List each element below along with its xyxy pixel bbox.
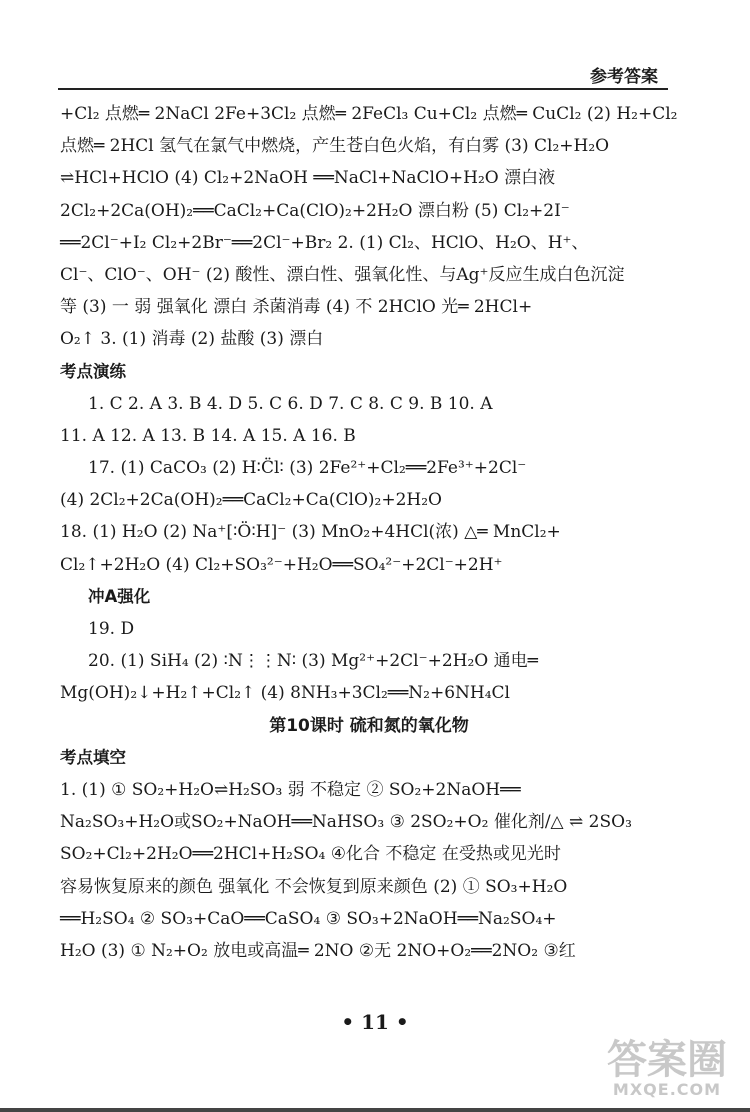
watermark-logo-icon: 答案圈 bbox=[607, 1037, 727, 1083]
lesson-title: 第10课时 硫和氮的氧化物 bbox=[269, 715, 469, 736]
header-rule bbox=[58, 88, 668, 90]
watermark bbox=[592, 1037, 742, 1104]
text-line: 1. C 2. A 3. B 4. D 5. C 6. D 7. C 8. C 9. B 10. A bbox=[88, 393, 493, 414]
text-line: (4) 2Cl₂+2Ca(OH)₂══CaCl₂+Ca(ClO)₂+2H₂O bbox=[60, 490, 442, 511]
text-line: Mg(OH)₂↓+H₂↑+Cl₂↑ (4) 8NH₃+3Cl₂══N₂+6NH₄Cl bbox=[60, 683, 510, 704]
page-number: • 11 • bbox=[341, 1010, 409, 1034]
text-line: 2Cl₂+2Ca(OH)₂══CaCl₂+Ca(ClO)₂+2H₂O 漂白粉 (5) Cl₂+2I⁻ bbox=[60, 200, 570, 221]
page-bottom-edge bbox=[0, 1108, 750, 1112]
section-heading: 冲A强化 bbox=[88, 586, 151, 606]
text-line: 容易恢复原来的颜色 强氧化 不会恢复到原来颜色 (2) ① SO₃+H₂O bbox=[60, 876, 568, 897]
text-line: ⇌HCl+HClO (4) Cl₂+2NaOH ══NaCl+NaClO+H₂O 漂白液 bbox=[60, 168, 556, 189]
section-heading: 考点演练 bbox=[60, 361, 126, 381]
text-line: 点燃═ 2HCl 氢气在氯气中燃烧，产生苍白色火焰，有白雾 (3) Cl₂+H₂O bbox=[60, 136, 610, 157]
text-line: +Cl₂ 点燃═ 2NaCl 2Fe+3Cl₂ 点燃═ 2FeCl₃ Cu+Cl₂ 点燃═ CuCl₂ (2) H₂+Cl₂ bbox=[60, 104, 678, 124]
text-line: 1. (1) ① SO₂+H₂O⇌H₂SO₃ 弱 不稳定 ② SO₂+2NaOH══ bbox=[60, 779, 521, 800]
text-line: Na₂SO₃+H₂O或SO₂+NaOH══NaHSO₃ ③ 2SO₂+O₂ 催化剂/△ ⇌ 2SO₃ bbox=[60, 812, 632, 833]
answer-content bbox=[60, 98, 678, 967]
section-heading: 考点填空 bbox=[60, 747, 126, 767]
text-line: 18. (1) H₂O (2) Na⁺[∶Ö∶H]⁻ (3) MnO₂+4HCl(浓) △═ MnCl₂+ bbox=[60, 522, 561, 543]
text-line: Cl₂↑+2H₂O (4) Cl₂+SO₃²⁻+H₂O══SO₄²⁻+2Cl⁻+2H⁺ bbox=[60, 554, 503, 575]
text-line: 11. A 12. A 13. B 14. A 15. A 16. B bbox=[60, 425, 356, 446]
text-line: H₂O (3) ① N₂+O₂ 放电或高温═ 2NO ②无 2NO+O₂══2NO₂ ③红 bbox=[60, 940, 576, 961]
text-line: SO₂+Cl₂+2H₂O══2HCl+H₂SO₄ ④化合 不稳定 在受热或见光时 bbox=[60, 844, 561, 865]
text-line: 17. (1) CaCO₃ (2) H∶C̈l∶ (3) 2Fe²⁺+Cl₂══2Fe³⁺+2Cl⁻ bbox=[88, 458, 527, 479]
page-header: 参考答案 bbox=[590, 67, 658, 87]
text-line: 20. (1) SiH₄ (2) ∶N⋮⋮N∶ (3) Mg²⁺+2Cl⁻+2H₂O 通电═ bbox=[88, 651, 538, 672]
text-line: 等 (3) 一 弱 强氧化 漂白 杀菌消毒 (4) 不 2HClO 光═ 2HCl+ bbox=[60, 297, 533, 318]
text-line: ══H₂SO₄ ② SO₃+CaO══CaSO₄ ③ SO₃+2NaOH══Na₂SO₄+ bbox=[60, 908, 557, 929]
text-line: ══2Cl⁻+I₂ Cl₂+2Br⁻══2Cl⁻+Br₂ 2. (1) Cl₂、HClO、H₂O、H⁺、 bbox=[60, 232, 589, 253]
text-line: Cl⁻、ClO⁻、OH⁻ (2) 酸性、漂白性、强氧化性、与Ag⁺反应生成白色沉淀 bbox=[60, 264, 625, 285]
text-line: 19. D bbox=[88, 619, 135, 639]
watermark-text: MXQE.COM bbox=[612, 1080, 722, 1099]
text-line: O₂↑ 3. (1) 消毒 (2) 盐酸 (3) 漂白 bbox=[60, 329, 324, 350]
